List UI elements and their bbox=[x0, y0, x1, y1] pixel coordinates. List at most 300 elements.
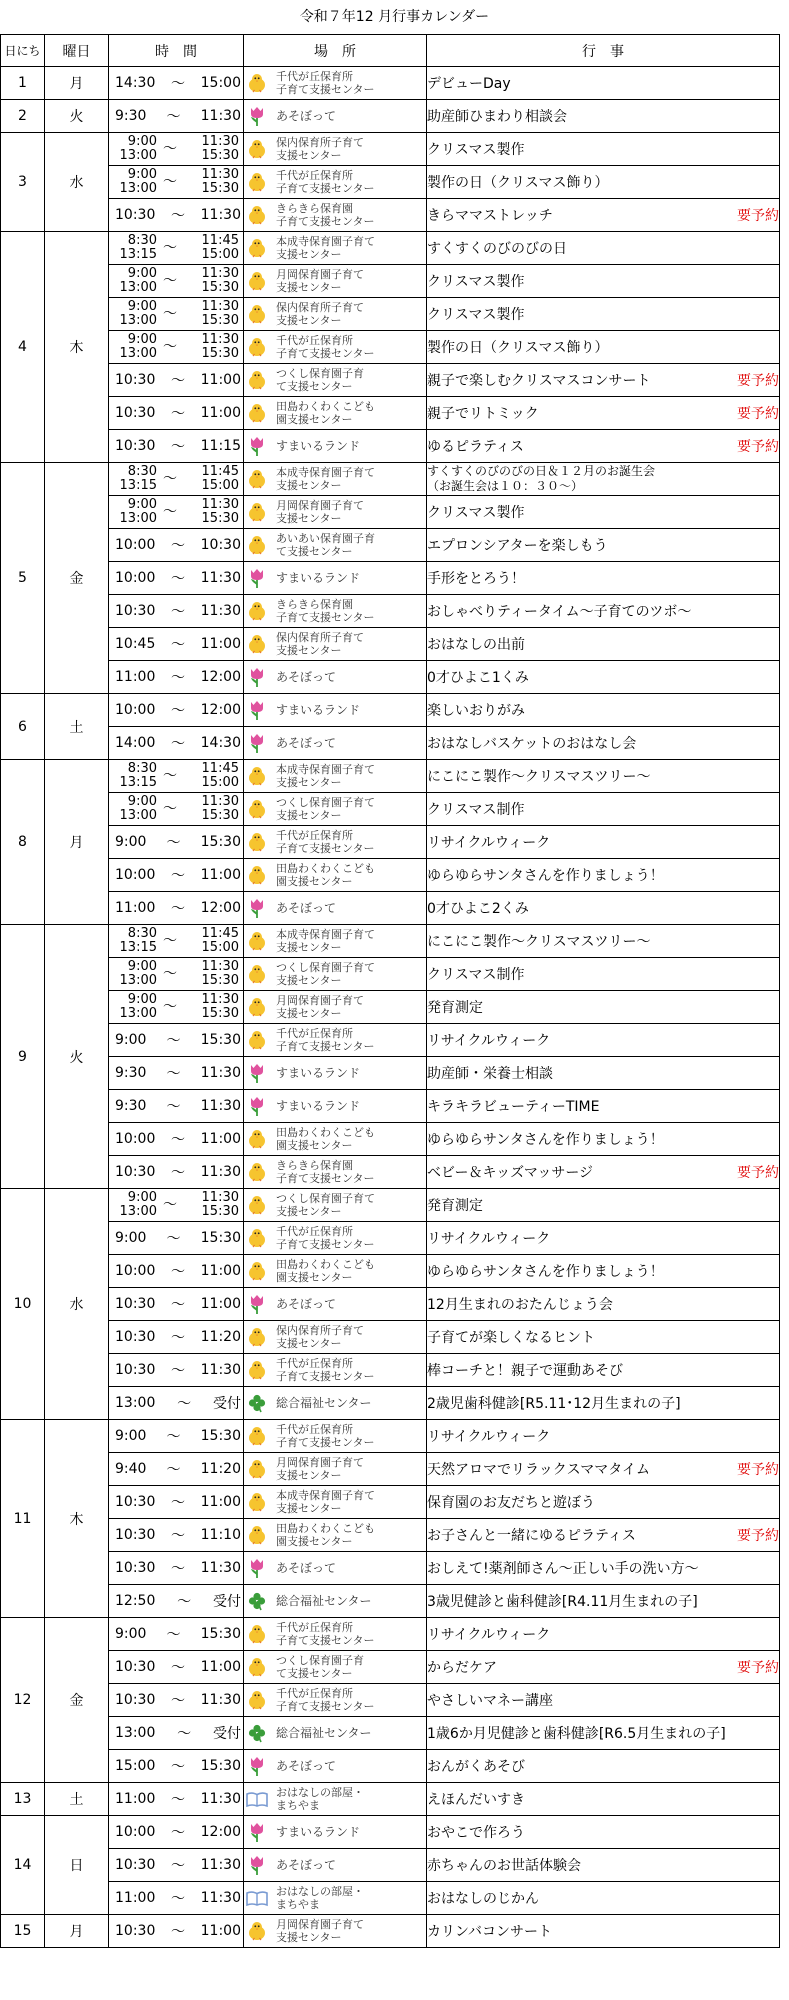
event-title: からだケア bbox=[427, 1660, 497, 1676]
event-cell bbox=[427, 727, 780, 760]
chick-icon bbox=[244, 72, 270, 94]
table-row bbox=[1, 1057, 780, 1090]
start-time: 10:30 bbox=[115, 1329, 156, 1345]
tilde: ～ bbox=[177, 1396, 192, 1412]
table-row bbox=[1, 1090, 780, 1123]
event-cell bbox=[427, 892, 780, 925]
event-title: お子さんと一緒にゆるピラティス bbox=[427, 1528, 636, 1544]
date-cell: 14 bbox=[1, 1816, 45, 1915]
reservation-required-badge: 要予約 bbox=[737, 1165, 779, 1181]
event-cell bbox=[427, 298, 780, 331]
event-cell bbox=[427, 1618, 780, 1651]
place-cell bbox=[244, 1684, 427, 1717]
place-cell bbox=[244, 628, 427, 661]
event-cell bbox=[427, 232, 780, 265]
table-row bbox=[1, 727, 780, 760]
chick-icon bbox=[244, 204, 270, 226]
place-name: おはなしの部屋・ まちやま bbox=[276, 1786, 364, 1812]
event-title: 楽しいおりがみ bbox=[427, 703, 525, 719]
place-cell bbox=[244, 1486, 427, 1519]
event-title: 12月生まれのおたんじょう会 bbox=[427, 1297, 613, 1313]
end-time: 15:30 bbox=[200, 1230, 241, 1246]
place-name: 千代が丘保育所 子育て支援センター bbox=[276, 169, 375, 195]
chick-icon bbox=[244, 369, 270, 391]
table-row bbox=[1, 1585, 780, 1618]
tilde: ～ bbox=[177, 1726, 192, 1742]
event-cell bbox=[427, 1090, 780, 1123]
table-row bbox=[1, 265, 780, 298]
tilde: ～ bbox=[171, 1924, 185, 1940]
tulip-icon bbox=[244, 1821, 270, 1843]
tilde: ～ bbox=[171, 1363, 185, 1379]
event-title: 親子でリトミック bbox=[427, 406, 539, 422]
end-time: 15:00 bbox=[200, 75, 241, 91]
weekday-cell: 水 bbox=[45, 1189, 109, 1420]
event-title: 発育測定 bbox=[427, 1198, 483, 1214]
table-row bbox=[1, 298, 780, 331]
place-name: あいあい保育園子育 て支援センター bbox=[276, 532, 375, 558]
weekday-cell: 月 bbox=[45, 1915, 109, 1948]
place-name: 保内保育所子育て 支援センター bbox=[276, 631, 364, 657]
tilde: ～ bbox=[163, 1197, 177, 1213]
tulip-icon bbox=[244, 567, 270, 589]
time-cell bbox=[109, 760, 244, 793]
chick-icon bbox=[244, 1524, 270, 1546]
tilde: ～ bbox=[171, 1792, 185, 1808]
event-cell bbox=[427, 1750, 780, 1783]
time-cell bbox=[109, 793, 244, 826]
event-cell bbox=[427, 1222, 780, 1255]
place-cell bbox=[244, 859, 427, 892]
end-time: 11:00 bbox=[200, 867, 241, 883]
weekday-cell: 土 bbox=[45, 694, 109, 760]
event-title: 製作の日（クリスマス飾り） bbox=[427, 340, 609, 356]
start-time: 10:00 bbox=[115, 1824, 156, 1840]
tilde: ～ bbox=[171, 604, 185, 620]
tilde: ～ bbox=[171, 1528, 185, 1544]
end-time: 12:00 bbox=[200, 1824, 241, 1840]
end-time: 11:00 bbox=[200, 636, 241, 652]
table-row bbox=[1, 232, 780, 265]
time-cell bbox=[109, 430, 244, 463]
tulip-icon bbox=[244, 435, 270, 457]
place-cell bbox=[244, 1189, 427, 1222]
table-row bbox=[1, 1915, 780, 1948]
chick-icon bbox=[244, 600, 270, 622]
table-row bbox=[1, 760, 780, 793]
place-name: つくし保育園子育 て支援センター bbox=[276, 1654, 364, 1680]
table-row bbox=[1, 1189, 780, 1222]
start-time: 13:00 bbox=[119, 1204, 157, 1219]
start-time: 9:40 bbox=[115, 1461, 147, 1477]
start-time: 13:15 bbox=[119, 247, 157, 262]
place-name: 総合福祉センター bbox=[276, 1593, 372, 1608]
place-cell bbox=[244, 1123, 427, 1156]
place-cell bbox=[244, 562, 427, 595]
start-time: 9:00 bbox=[115, 834, 147, 850]
start-time: 9:00 bbox=[127, 266, 157, 281]
weekday-cell: 金 bbox=[45, 463, 109, 694]
place-name: つくし保育園子育 て支援センター bbox=[276, 367, 364, 393]
date-cell: 9 bbox=[1, 925, 45, 1189]
start-time: 8:30 bbox=[127, 233, 157, 248]
place-cell bbox=[244, 1024, 427, 1057]
end-time: 15:30 bbox=[201, 280, 239, 295]
weekday-cell: 月 bbox=[45, 760, 109, 925]
place-name: 月岡保育園子育て 支援センター bbox=[276, 268, 364, 294]
time-cell bbox=[109, 397, 244, 430]
time-cell bbox=[109, 331, 244, 364]
event-title: ゆらゆらサンタさんを作りましょう！ bbox=[427, 868, 664, 884]
place-name: きらきら保育園 子育て支援センター bbox=[276, 1159, 375, 1185]
header-time: 時 間 bbox=[109, 35, 244, 67]
place-cell bbox=[244, 1816, 427, 1849]
tilde: ～ bbox=[163, 141, 177, 157]
end-time: 11:20 bbox=[200, 1329, 241, 1345]
date-cell: 11 bbox=[1, 1420, 45, 1618]
place-cell bbox=[244, 595, 427, 628]
start-time: 10:30 bbox=[115, 1560, 156, 1576]
tulip-icon bbox=[244, 1557, 270, 1579]
end-time: 11:30 bbox=[200, 1560, 241, 1576]
end-time: 15:30 bbox=[200, 1626, 241, 1642]
end-time: 受付 bbox=[212, 1726, 241, 1742]
table-row bbox=[1, 1255, 780, 1288]
tulip-icon bbox=[244, 1062, 270, 1084]
tilde: ～ bbox=[171, 1264, 185, 1280]
tilde: ～ bbox=[171, 1132, 185, 1148]
table-row bbox=[1, 1717, 780, 1750]
place-name: すまいるランド bbox=[276, 570, 361, 585]
chick-icon bbox=[244, 1920, 270, 1942]
tilde: ～ bbox=[163, 768, 177, 784]
event-title: クリスマス製作 bbox=[427, 274, 525, 290]
time-cell bbox=[109, 628, 244, 661]
place-cell bbox=[244, 265, 427, 298]
start-time: 9:30 bbox=[115, 108, 147, 124]
start-time: 9:00 bbox=[127, 167, 157, 182]
event-cell bbox=[427, 1585, 780, 1618]
tilde: ～ bbox=[171, 1330, 185, 1346]
time-cell bbox=[109, 265, 244, 298]
end-time: 15:30 bbox=[201, 1006, 239, 1021]
place-name: すまいるランド bbox=[276, 702, 361, 717]
place-name: あそぼって bbox=[276, 900, 337, 915]
table-row bbox=[1, 595, 780, 628]
event-title: 助産師・栄養士相談 bbox=[427, 1066, 553, 1082]
table-row bbox=[1, 199, 780, 232]
tilde: ～ bbox=[171, 1660, 185, 1676]
start-time: 13:00 bbox=[115, 1725, 156, 1741]
end-time: 11:30 bbox=[200, 1362, 241, 1378]
reservation-required-badge: 要予約 bbox=[737, 406, 779, 422]
tilde: ～ bbox=[171, 439, 185, 455]
end-time: 11:00 bbox=[200, 1263, 241, 1279]
tilde: ～ bbox=[171, 538, 185, 554]
chick-icon bbox=[244, 468, 270, 490]
tilde: ～ bbox=[171, 406, 185, 422]
tilde: ～ bbox=[163, 306, 177, 322]
table-row bbox=[1, 1618, 780, 1651]
start-time: 9:00 bbox=[115, 1428, 147, 1444]
event-title: おんがくあそび bbox=[427, 1759, 525, 1775]
time-cell bbox=[109, 463, 244, 496]
event-title: リサイクルウィーク bbox=[427, 835, 551, 851]
table-row bbox=[1, 1288, 780, 1321]
end-time: 11:30 bbox=[200, 603, 241, 619]
place-name: あそぼって bbox=[276, 669, 337, 684]
event-title: リサイクルウィーク bbox=[427, 1627, 551, 1643]
date-cell: 15 bbox=[1, 1915, 45, 1948]
event-title: にこにこ製作～クリスマスツリー～ bbox=[427, 934, 651, 950]
place-cell bbox=[244, 496, 427, 529]
tulip-icon bbox=[244, 897, 270, 919]
place-name: きらきら保育園 子育て支援センター bbox=[276, 598, 375, 624]
end-time: 11:30 bbox=[200, 1065, 241, 1081]
event-title: 製作の日（クリスマス飾り） bbox=[427, 175, 609, 191]
start-time: 10:45 bbox=[115, 636, 156, 652]
place-name: 月岡保育園子育て 支援センター bbox=[276, 994, 364, 1020]
end-time: 14:30 bbox=[200, 735, 241, 751]
place-cell bbox=[244, 67, 427, 100]
event-title: 赤ちゃんのお世話体験会 bbox=[427, 1858, 581, 1874]
event-title: クリスマス制作 bbox=[427, 967, 525, 983]
event-title: おはなしのじかん bbox=[427, 1891, 539, 1907]
place-cell bbox=[244, 727, 427, 760]
start-time: 9:30 bbox=[115, 1065, 147, 1081]
end-time: 11:45 bbox=[201, 464, 239, 479]
chick-icon bbox=[244, 1689, 270, 1711]
start-time: 11:00 bbox=[115, 669, 156, 685]
start-time: 13:15 bbox=[119, 478, 157, 493]
place-name: つくし保育園子育て 支援センター bbox=[276, 961, 375, 987]
chick-icon bbox=[244, 402, 270, 424]
event-title: 助産師ひまわり相談会 bbox=[427, 109, 567, 125]
event-title: 0才ひよこ1くみ bbox=[427, 670, 529, 686]
event-cell bbox=[427, 1519, 780, 1552]
end-time: 11:45 bbox=[201, 926, 239, 941]
date-cell: 10 bbox=[1, 1189, 45, 1420]
event-title: ベビー＆キッズマッサージ bbox=[427, 1165, 594, 1181]
time-cell bbox=[109, 1915, 244, 1948]
table-row bbox=[1, 430, 780, 463]
event-cell bbox=[427, 1486, 780, 1519]
place-name: 千代が丘保育所 子育て支援センター bbox=[276, 70, 375, 96]
chick-icon bbox=[244, 501, 270, 523]
place-name: 本成寺保育園子育て 支援センター bbox=[276, 235, 375, 261]
event-cell bbox=[427, 496, 780, 529]
end-time: 15:30 bbox=[201, 511, 239, 526]
chick-icon bbox=[244, 171, 270, 193]
clover-icon bbox=[244, 1393, 270, 1413]
time-cell bbox=[109, 958, 244, 991]
tilde: ～ bbox=[171, 670, 185, 686]
end-time: 15:30 bbox=[201, 1204, 239, 1219]
start-time: 12:50 bbox=[115, 1593, 156, 1609]
table-row bbox=[1, 1420, 780, 1453]
event-cell bbox=[427, 1420, 780, 1453]
place-cell bbox=[244, 760, 427, 793]
date-cell: 6 bbox=[1, 694, 45, 760]
chick-icon bbox=[244, 1326, 270, 1348]
tilde: ～ bbox=[171, 1858, 185, 1874]
end-time: 11:30 bbox=[200, 570, 241, 586]
chick-icon bbox=[244, 1128, 270, 1150]
table-row bbox=[1, 1651, 780, 1684]
chick-icon bbox=[244, 534, 270, 556]
end-time: 15:30 bbox=[201, 808, 239, 823]
start-time: 14:00 bbox=[115, 735, 156, 751]
event-cell bbox=[427, 859, 780, 892]
tilde: ～ bbox=[166, 835, 181, 851]
time-cell bbox=[109, 364, 244, 397]
chick-icon bbox=[244, 1161, 270, 1183]
event-title: おはなしバスケットのおはなし会 bbox=[427, 736, 637, 752]
tilde: ～ bbox=[163, 273, 177, 289]
place-name: すまいるランド bbox=[276, 1065, 361, 1080]
event-title: リサイクルウィーク bbox=[427, 1033, 551, 1049]
place-name: 田島わくわくこども 園支援センター bbox=[276, 1522, 375, 1548]
event-cell bbox=[427, 166, 780, 199]
event-title: ゆらゆらサンタさんを作りましょう！ bbox=[427, 1132, 664, 1148]
event-cell bbox=[427, 67, 780, 100]
end-time: 11:30 bbox=[201, 332, 239, 347]
start-time: 9:00 bbox=[127, 332, 157, 347]
event-cell bbox=[427, 826, 780, 859]
end-time: 11:30 bbox=[200, 207, 241, 223]
event-title: リサイクルウィーク bbox=[427, 1429, 551, 1445]
time-cell bbox=[109, 496, 244, 529]
time-cell bbox=[109, 67, 244, 100]
start-time: 13:15 bbox=[119, 940, 157, 955]
chick-icon bbox=[244, 798, 270, 820]
time-cell bbox=[109, 100, 244, 133]
reservation-required-badge: 要予約 bbox=[737, 208, 779, 224]
weekday-cell: 水 bbox=[45, 133, 109, 232]
chick-icon bbox=[244, 237, 270, 259]
end-time: 11:30 bbox=[201, 134, 239, 149]
place-name: つくし保育園子育て 支援センター bbox=[276, 796, 375, 822]
time-cell bbox=[109, 892, 244, 925]
table-row bbox=[1, 892, 780, 925]
tilde: ～ bbox=[171, 901, 185, 917]
event-title: ゆるピラティス bbox=[427, 439, 524, 455]
event-title: 2歳児歯科健診[R5.11･12月生まれの子] bbox=[427, 1396, 681, 1412]
reservation-required-badge: 要予約 bbox=[737, 1660, 779, 1676]
time-cell bbox=[109, 232, 244, 265]
start-time: 13:00 bbox=[119, 313, 157, 328]
table-row bbox=[1, 793, 780, 826]
chick-icon bbox=[244, 765, 270, 787]
table-row bbox=[1, 1486, 780, 1519]
time-cell bbox=[109, 1783, 244, 1816]
time-cell bbox=[109, 1123, 244, 1156]
time-cell bbox=[109, 727, 244, 760]
start-time: 11:00 bbox=[115, 900, 156, 916]
tilde: ～ bbox=[163, 471, 177, 487]
event-cell bbox=[427, 925, 780, 958]
event-cell bbox=[427, 1123, 780, 1156]
table-row bbox=[1, 463, 780, 496]
start-time: 13:15 bbox=[119, 775, 157, 790]
table-row bbox=[1, 133, 780, 166]
place-name: 月岡保育園子育て 支援センター bbox=[276, 499, 364, 525]
tilde: ～ bbox=[171, 571, 185, 587]
end-time: 11:30 bbox=[200, 1857, 241, 1873]
end-time: 15:30 bbox=[200, 834, 241, 850]
event-cell bbox=[427, 397, 780, 430]
chick-icon bbox=[244, 138, 270, 160]
end-time: 15:00 bbox=[201, 478, 239, 493]
end-time: 11:30 bbox=[200, 1164, 241, 1180]
place-cell bbox=[244, 1585, 427, 1618]
event-cell bbox=[427, 595, 780, 628]
date-cell: 12 bbox=[1, 1618, 45, 1783]
event-cell bbox=[427, 1552, 780, 1585]
end-time: 11:45 bbox=[201, 233, 239, 248]
start-time: 10:30 bbox=[115, 1362, 156, 1378]
start-time: 10:00 bbox=[115, 537, 156, 553]
event-title: 手形をとろう！ bbox=[427, 571, 525, 587]
end-time: 受付 bbox=[212, 1396, 241, 1412]
end-time: 11:00 bbox=[200, 1494, 241, 1510]
event-title: おやこで作ろう bbox=[427, 1825, 525, 1841]
time-cell bbox=[109, 661, 244, 694]
place-cell bbox=[244, 1783, 427, 1816]
chick-icon bbox=[244, 1227, 270, 1249]
end-time: 15:30 bbox=[200, 1032, 241, 1048]
time-cell bbox=[109, 1684, 244, 1717]
event-title: クリスマス製作 bbox=[427, 142, 525, 158]
chick-icon bbox=[244, 303, 270, 325]
event-cell bbox=[427, 1849, 780, 1882]
end-time: 15:00 bbox=[201, 775, 239, 790]
end-time: 12:00 bbox=[200, 669, 241, 685]
tilde: ～ bbox=[163, 504, 177, 520]
event-cell bbox=[427, 1684, 780, 1717]
tilde: ～ bbox=[171, 1891, 185, 1907]
place-cell bbox=[244, 529, 427, 562]
tilde: ～ bbox=[171, 736, 185, 752]
table-row bbox=[1, 100, 780, 133]
start-time: 10:30 bbox=[115, 1857, 156, 1873]
place-cell bbox=[244, 1750, 427, 1783]
place-name: 千代が丘保育所 子育て支援センター bbox=[276, 1357, 375, 1383]
clover-icon bbox=[244, 1591, 270, 1611]
event-cell bbox=[427, 760, 780, 793]
time-cell bbox=[109, 529, 244, 562]
end-time: 15:30 bbox=[200, 1758, 241, 1774]
place-name: 千代が丘保育所 子育て支援センター bbox=[276, 1621, 375, 1647]
time-cell bbox=[109, 133, 244, 166]
event-cell bbox=[427, 958, 780, 991]
tilde: ～ bbox=[171, 1495, 185, 1511]
end-time: 12:00 bbox=[200, 702, 241, 718]
chick-icon bbox=[244, 831, 270, 853]
tilde: ～ bbox=[166, 1099, 181, 1115]
place-name: 千代が丘保育所 子育て支援センター bbox=[276, 1027, 375, 1053]
table-row bbox=[1, 1024, 780, 1057]
start-time: 13:00 bbox=[119, 181, 157, 196]
tilde: ～ bbox=[171, 1165, 185, 1181]
tilde: ～ bbox=[177, 1594, 192, 1610]
time-cell bbox=[109, 562, 244, 595]
event-cell bbox=[427, 1882, 780, 1915]
chick-icon bbox=[244, 930, 270, 952]
chick-icon bbox=[244, 270, 270, 292]
chick-icon bbox=[244, 1194, 270, 1216]
tilde: ～ bbox=[171, 1759, 185, 1775]
